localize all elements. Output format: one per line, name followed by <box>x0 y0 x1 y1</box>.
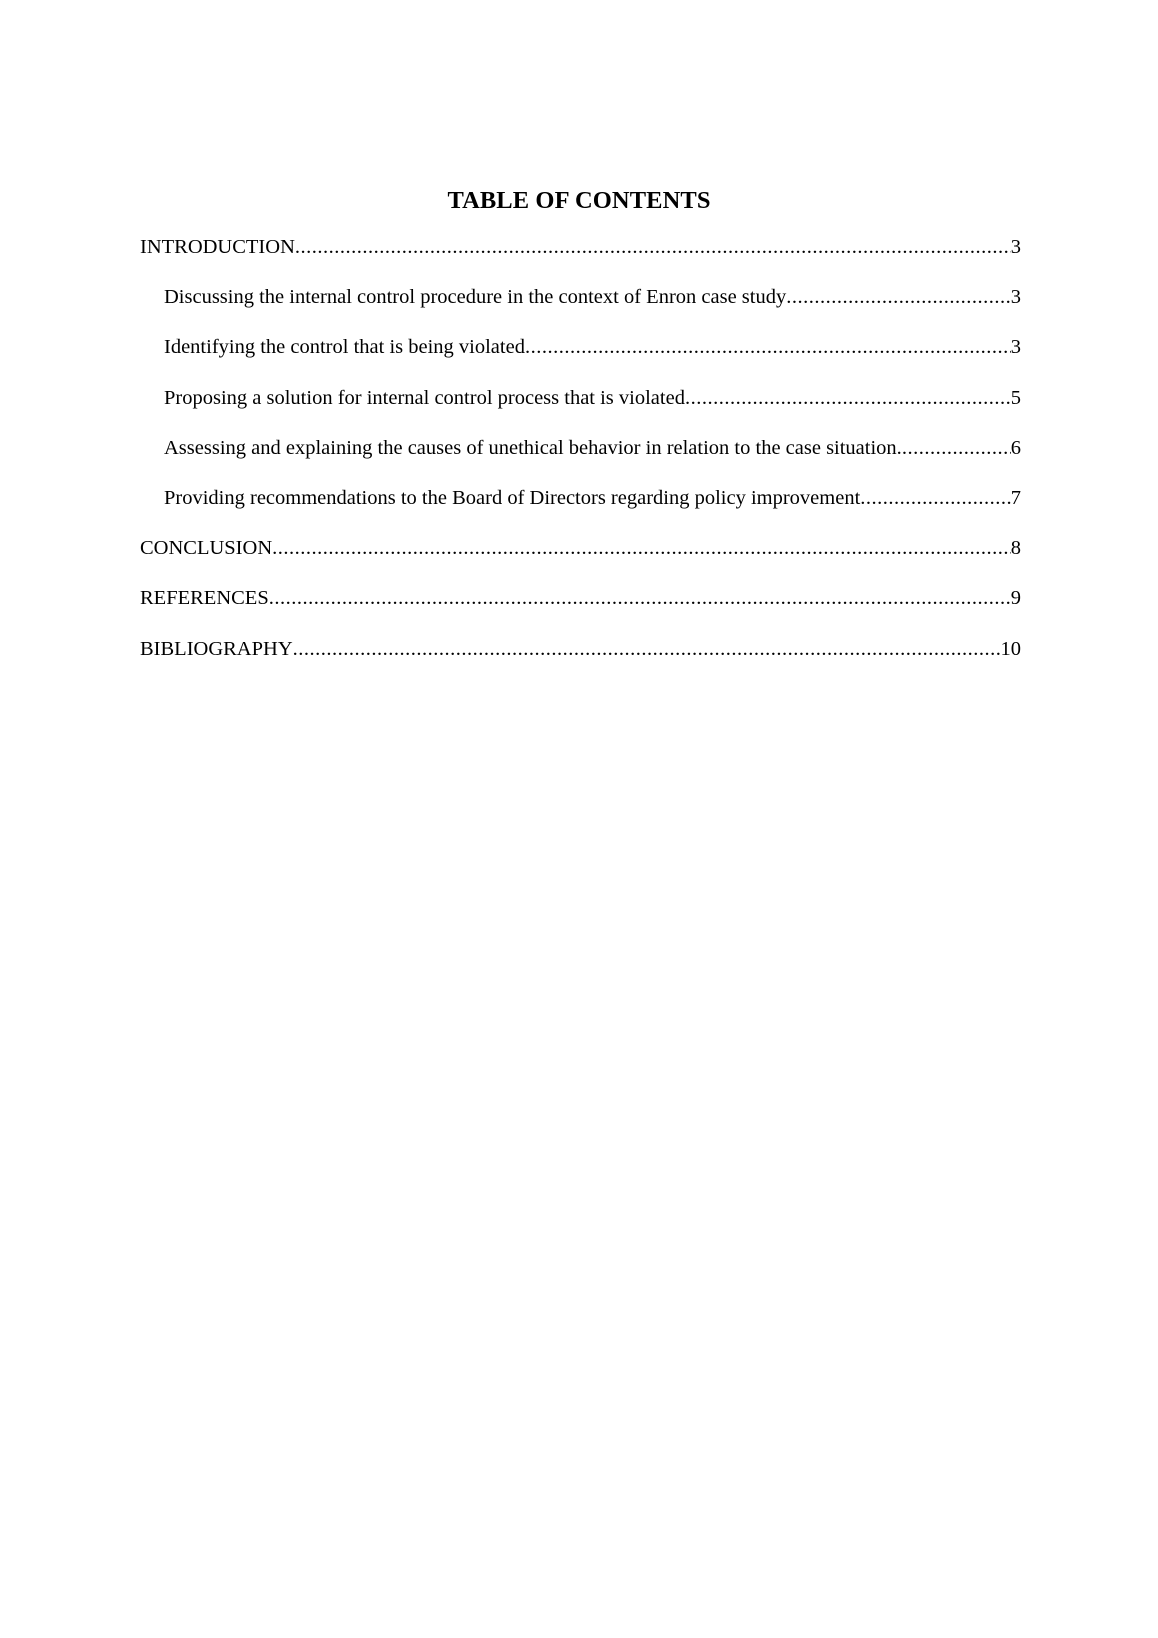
toc-entry-discussing-internal-control[interactable] <box>140 282 1021 332</box>
toc-entry-text: Providing recommendations to the Board of Directors regarding policy improvement <box>164 486 861 509</box>
toc-entry-references[interactable] <box>140 583 1021 633</box>
toc-page-number: 10 <box>1000 637 1021 660</box>
toc-entry-proposing-solution[interactable] <box>140 383 1021 433</box>
toc-entry-conclusion[interactable] <box>140 533 1021 583</box>
toc-dot-leader <box>525 332 1011 362</box>
toc-entry-providing-recommendations[interactable] <box>140 483 1021 533</box>
toc-entry-text: Identifying the control that is being violated <box>164 336 525 359</box>
toc-page-number: 6 <box>1010 436 1021 459</box>
toc-dot-leader <box>786 282 1011 312</box>
toc-dot-leader <box>293 634 1001 664</box>
toc-page-number: 8 <box>1010 537 1021 560</box>
toc-page-number: 5 <box>1010 386 1021 409</box>
toc-entry-introduction[interactable] <box>140 232 1021 282</box>
toc-entry-text: Proposing a solution for internal control process that is violated <box>164 386 685 409</box>
toc-entry-text: CONCLUSION <box>140 537 273 560</box>
toc-dot-leader <box>295 232 1011 262</box>
toc-dot-leader <box>860 483 1010 513</box>
toc-dot-leader <box>685 383 1011 413</box>
toc-page-number: 3 <box>1010 336 1021 359</box>
toc-page-number: 3 <box>1010 236 1021 258</box>
toc-title: TABLE OF CONTENTS <box>447 187 711 214</box>
toc-dot-leader <box>269 583 1011 613</box>
toc-entry-text: Assessing and explaining the causes of unethical behavior in relation to the case situation. <box>164 436 902 459</box>
toc-entry-assessing-causes[interactable] <box>140 433 1021 483</box>
toc-entry-text: REFERENCES <box>140 587 269 610</box>
toc-entry-text: INTRODUCTION <box>140 236 295 258</box>
toc-page-number: 9 <box>1010 587 1021 610</box>
toc-entry-text: Discussing the internal control procedure in the context of Enron case study <box>164 286 787 309</box>
toc-entry-text: BIBLIOGRAPHY <box>140 637 293 660</box>
toc-entry-bibliography[interactable] <box>140 634 1021 684</box>
toc-entry-identifying-control[interactable] <box>140 332 1021 382</box>
toc-page-number: 7 <box>1010 486 1021 509</box>
toc-dot-leader <box>902 433 1011 463</box>
toc-page-number: 3 <box>1010 286 1021 309</box>
toc-dot-leader <box>272 533 1011 563</box>
toc-list <box>140 232 1021 684</box>
